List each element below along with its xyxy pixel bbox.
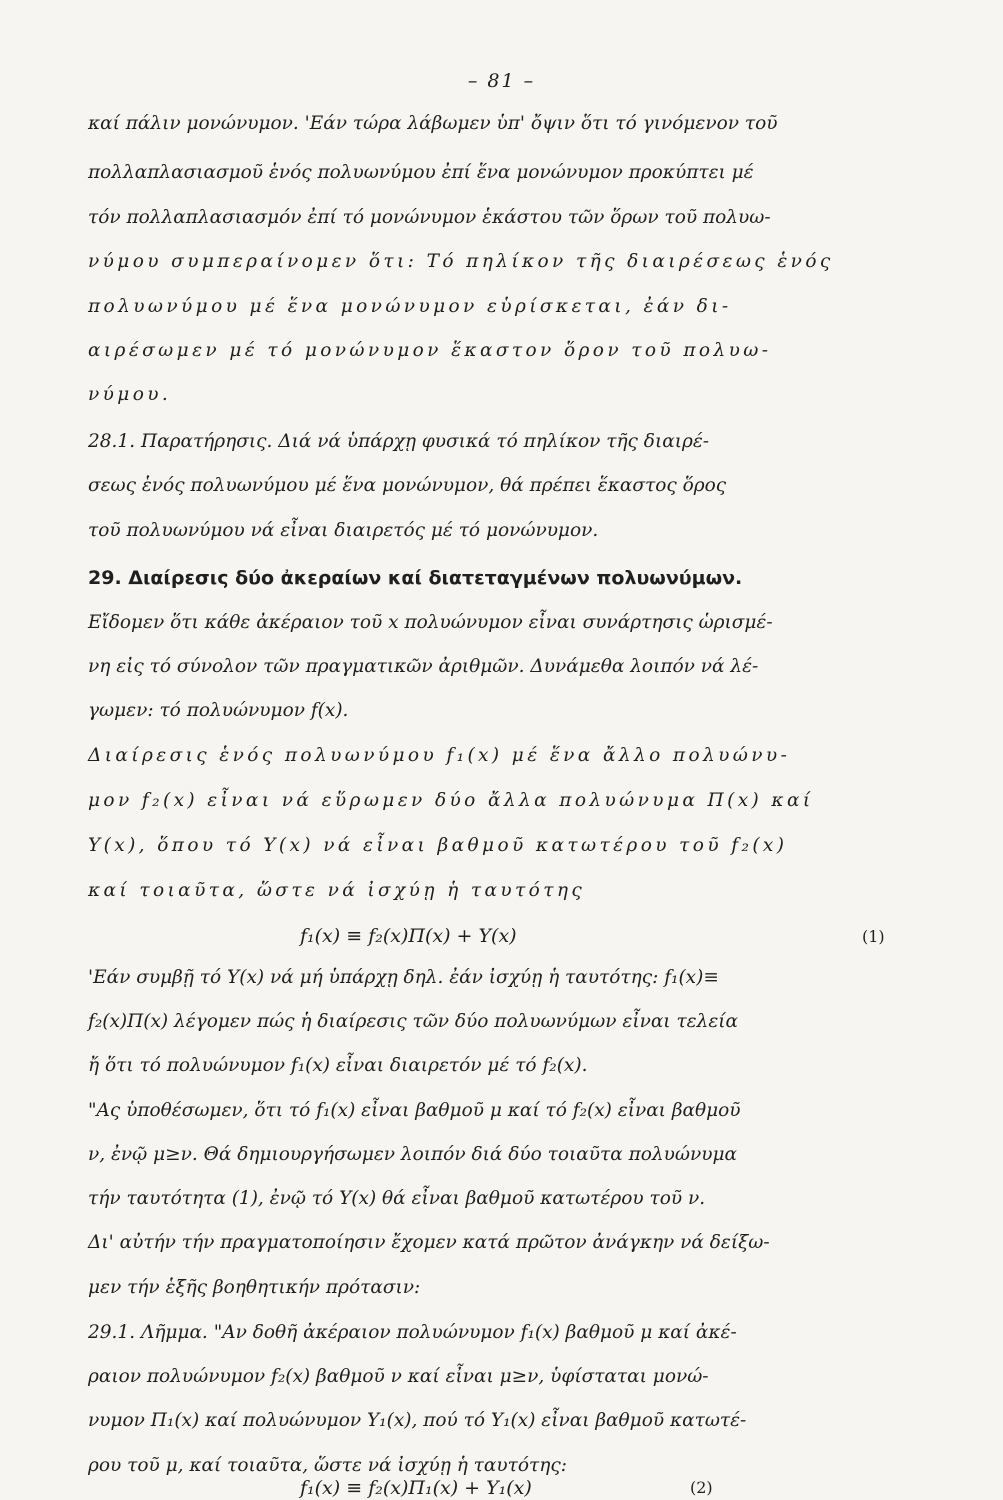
text-line: καί πάλιν μονώνυμον. 'Εάν τώρα λάβωμεν ὑπ' ὄψιν ὅτι τό γινόμενον τοῦ [88,113,778,134]
text-line: Δι' αὐτήν τήν πραγματοποίησιν ἔχομεν κατά πρῶτον ἀνάγκην νά δείξω- [88,1232,770,1253]
text-line: ρου τοῦ μ, καί τοιαῦτα, ὥστε νά ἰσχύῃ ἡ ταυτότης: [88,1455,567,1476]
text-line: σεως ἑνός πολυωνύμου μέ ἕνα μονώνυμον, θά πρέπει ἕκαστος ὅρος [88,475,727,496]
page-number: – 81 – [467,70,536,92]
text-line: f₂(x)Π(x) λέγομεν πώς ἡ διαίρεσις τῶν δύο πολυωνύμων εἶναι τελεία [88,1011,739,1032]
equation-1-label: (1) [862,927,885,946]
text-line: καί τοιαῦτα, ὥστε νά ἰσχύῃ ἡ ταυτότης [88,880,586,901]
section-heading: 29. Διαίρεσις δύο ἀκεραίων καί διατεταγμένων πολυωνύμων. [88,567,743,589]
equation-1: f₁(x) ≡ f₂(x)Π(x) + Υ(x) [300,925,517,947]
text-line: Υ(x), ὅπου τό Υ(x) νά εἶναι βαθμοῦ κατωτέρου τοῦ f₂(x) [88,835,788,856]
text-line: ν, ἐνῷ μ≥ν. Θά δημιουργήσωμεν λοιπόν διά δύο τοιαῦτα πολυώνυμα [88,1144,737,1165]
equation-2: f₁(x) ≡ f₂(x)Π₁(x) + Υ₁(x) [300,1477,532,1499]
text-line: νύμου. [88,384,172,405]
text-line: μεν τήν ἑξῆς βοηθητικήν πρότασιν: [88,1277,421,1298]
remark-heading-line: 28.1. Παρατήρησις. Διά νά ὑπάρχῃ φυσικά τό πηλίκον τῆς διαιρέ- [88,431,709,452]
text-line: ραιον πολυώνυμον f₂(x) βαθμοῦ ν καί εἶναι μ≥ν, ὑφίσταται μονώ- [88,1366,709,1387]
text-line: τόν πολλαπλασιασμόν ἐπί τό μονώνυμον ἑκάστου τῶν ὅρων τοῦ πολυω- [88,207,771,228]
text-line: τοῦ πολυωνύμου νά εἶναι διαιρετός μέ τό μονώνυμον. [88,520,599,541]
text-line: Εἴδομεν ὅτι κάθε ἀκέραιον τοῦ x πολυώνυμον εἶναι συνάρτησις ὡρισμέ- [88,612,773,633]
text-line: νη εἰς τό σύνολον τῶν πραγματικῶν ἀριθμῶν. Δυνάμεθα λοιπόν νά λέ- [88,656,759,677]
text-line: πολλαπλασιασμοῦ ἑνός πολυωνύμου ἐπί ἕνα μονώνυμον προκύπτει μέ [88,162,754,183]
text-line: τήν ταυτότητα (1), ἐνῷ τό Υ(x) θά εἶναι βαθμοῦ κατωτέρου τοῦ ν. [88,1188,706,1209]
equation-2-label: (2) [690,1478,713,1497]
text-line: Διαίρεσις ἑνός πολυωνύμου f₁(x) μέ ἕνα ἄλλο πολυώνυ- [88,745,791,766]
text-line: ἤ ὅτι τό πολυώνυμον f₁(x) εἶναι διαιρετόν μέ τό f₂(x). [88,1055,588,1076]
lemma-heading-line: 29.1. Λῆμμα. "Αν δοθῆ ἀκέραιον πολυώνυμον f₁(x) βαθμοῦ μ καί ἀκέ- [88,1322,737,1343]
text-line: νύμου συμπεραίνομεν ὅτι: Τό πηλίκον τῆς διαιρέσεως ἑνός [88,251,834,272]
text-line: "Ας ὑποθέσωμεν, ὅτι τό f₁(x) εἶναι βαθμοῦ μ καί τό f₂(x) εἶναι βαθμοῦ [88,1100,741,1121]
text-line: νυμον Π₁(x) καί πολυώνυμον Υ₁(x), πού τό Υ₁(x) εἶναι βαθμοῦ κατωτέ- [88,1410,747,1431]
text-line: 'Εάν συμβῇ τό Υ(x) νά μή ὑπάρχῃ δηλ. ἐάν ἰσχύῃ ἡ ταυτότης: f₁(x)≡ [88,967,719,988]
text-line: πολυωνύμου μέ ἕνα μονώνυμον εὑρίσκεται, ἐάν δι- [88,296,732,317]
text-line: αιρέσωμεν μέ τό μονώνυμον ἕκαστον ὅρον τοῦ πολυω- [88,340,772,361]
text-line: μον f₂(x) εἶναι νά εὕρωμεν δύο ἄλλα πολυώνυμα Π(x) καί [88,790,814,811]
text-line: γωμεν: τό πολυώνυμον f(x). [88,700,349,721]
